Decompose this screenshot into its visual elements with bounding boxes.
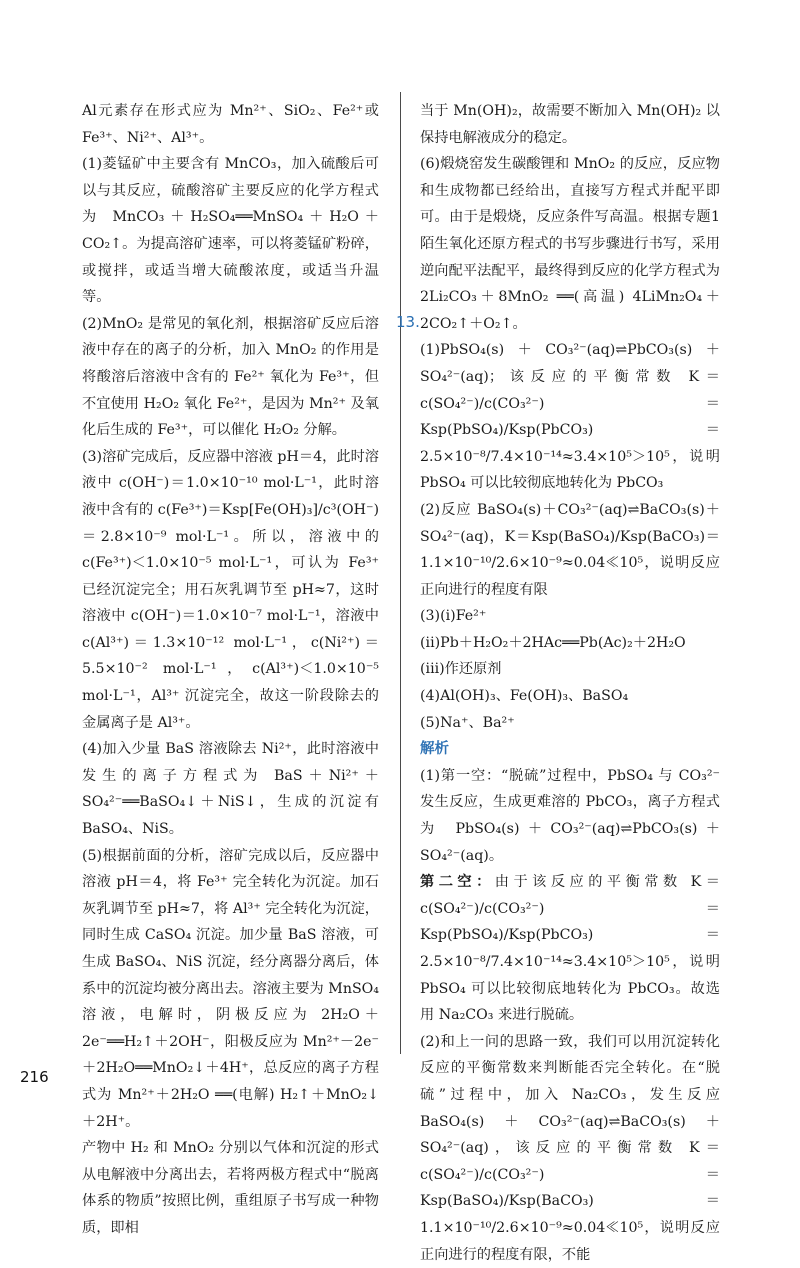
question-number: 13. xyxy=(396,313,420,331)
paragraph: 产物中 H₂ 和 MnO₂ 分别以气体和沉淀的形式从电解液中分离出去，若将两极方程式中“脱离体系的物质”按照比例，重组原子书写成一种物质，即相 xyxy=(82,1140,379,1236)
paragraph: (6)煅烧窑发生碳酸锂和 MnO₂ 的反应，反应物和生成物都已经给出，直接写方程式并配平即可。由于是煅烧，反应条件写高温。根据专题1陌生氧化还原方程式的书写步骤进行书写，采用逆向配平法配平，最终得到反应的化学方程式为 2Li₂CO₃＋8MnO₂ ══(高温) 4LiMn₂O₄＋2CO₂↑＋O₂↑。 xyxy=(420,156,720,332)
analysis-heading: 解析 xyxy=(420,741,449,758)
page-number: 216 xyxy=(20,1068,49,1086)
analysis-paragraph: (2)和上一问的思路一致，我们可以用沉淀转化反应的平衡常数来判断能否完全转化。在“脱硫”过程中，加入 Na₂CO₃，发生反应 BaSO₄(s)＋CO₃²⁻(aq)⇌BaCO₃(s)＋SO₄²⁻(aq)，该反应的平衡常数 K＝c(SO₄²⁻)/c(CO₃²⁻)＝Ksp(BaSO₄)/Ksp(BaCO₃)＝1.1×10⁻¹⁰/2.6×10⁻⁹≈0.04≪10⁵，说明反应正向进行的程度有限，不能 xyxy=(420,1033,720,1263)
answer-item: (4)Al(OH)₃、Fe(OH)₃、BaSO₄ xyxy=(420,688,629,705)
paragraph: (1)菱锰矿中主要含有 MnCO₃，加入硫酸后可以与其反应，硫酸溶矿主要反应的化学方程式为 MnCO₃＋H₂SO₄══MnSO₄＋H₂O＋CO₂↑。为提高溶矿速率，可以将菱锰矿粉碎，或搅拌，或适当增大硫酸浓度，或适当升温等。 xyxy=(82,156,379,306)
answer-item: (2)反应 BaSO₄(s)＋CO₃²⁻(aq)⇌BaCO₃(s)＋SO₄²⁻(aq)，K＝Ksp(BaSO₄)/Ksp(BaCO₃)＝1.1×10⁻¹⁰/2.6×10⁻⁹≈0.04≪10⁵，说明反应正向进行的程度有限 xyxy=(420,501,720,598)
paragraph: (4)加入少量 BaS 溶液除去 Ni²⁺，此时溶液中发生的离子方程式为 BaS＋Ni²⁺＋SO₄²⁻══BaSO₄↓＋NiS↓，生成的沉淀有 BaSO₄、NiS。 xyxy=(82,741,379,838)
column-divider xyxy=(400,92,401,1054)
paragraph: (2)MnO₂ 是常见的氧化剂，根据溶矿反应后溶液中存在的离子的分析，加入 MnO₂ 的作用是将酸溶后溶液中含有的 Fe²⁺ 氧化为 Fe³⁺，但不宜使用 H₂O₂ 氧化 Fe²⁺，是因为 Mn²⁺ 及氧化后生成的 Fe³⁺，可以催化 H₂O₂ 分解。 xyxy=(82,315,379,439)
paragraph: Al元素存在形式应为 Mn²⁺、SiO₂、Fe²⁺或 Fe³⁺、Ni²⁺、Al³⁺。 xyxy=(82,103,379,146)
answer-item: (1)PbSO₄(s)＋CO₃²⁻(aq)⇌PbCO₃(s)＋SO₄²⁻(aq)；该反应的平衡常数 K＝c(SO₄²⁻)/c(CO₃²⁻)＝Ksp(PbSO₄)/Ksp(PbCO₃)＝2.5×10⁻⁸/7.4×10⁻¹⁴≈3.4×10⁵＞10⁵，说明 PbSO₄ 可以比较彻底地转化为 PbCO₃ xyxy=(420,342,720,492)
analysis-sub-label: 第二空： xyxy=(420,874,495,891)
analysis-paragraph xyxy=(420,869,720,1029)
answer-item: (iii)作还原剂 xyxy=(420,661,502,678)
answer-item: (5)Na⁺、Ba²⁺ xyxy=(420,714,515,731)
analysis-sub-text: 由于该反应的平衡常数 K＝c(SO₄²⁻)/c(CO₃²⁻)＝Ksp(PbSO₄)/Ksp(PbCO₃)＝2.5×10⁻⁸/7.4×10⁻¹⁴≈3.4×10⁵＞10⁵，说明 PbSO₄ 可以比较彻底地转化为 PbCO₃。故选用 Na₂CO₃ 来进行脱硫。 xyxy=(420,874,720,1024)
right-column xyxy=(420,98,720,1268)
paragraph: (5)根据前面的分析，溶矿完成以后，反应器中溶液 pH＝4，将 Fe³⁺ 完全转化为沉淀。加石灰乳调节至 pH≈7，将 Al³⁺ 完全转化为沉淀，同时生成 CaSO₄ 沉淀。加少量 BaS 溶液，可生成 BaSO₄、NiS 沉淀，经分离器分离后，体系中的沉淀均被分离出去。溶液主要为 MnSO₄ 溶液，电解时，阴极反应为 2H₂O＋2e⁻══H₂↑＋2OH⁻，阳极反应为 Mn²⁺－2e⁻＋2H₂O══MnO₂↓＋4H⁺，总反应的离子方程式为 Mn²⁺＋2H₂O ══(电解) H₂↑＋MnO₂↓＋2H⁺。 xyxy=(82,847,379,1130)
answer-item: (3)(i)Fe²⁺ xyxy=(420,608,487,625)
analysis-paragraph: (1)第一空：“脱硫”过程中，PbSO₄ 与 CO₃²⁻ 发生反应，生成更难溶的 PbCO₃，离子方程式为 PbSO₄(s)＋CO₃²⁻(aq)⇌PbCO₃(s)＋SO₄²⁻(aq)。 xyxy=(420,767,720,864)
answer-item: (ii)Pb＋H₂O₂＋2HAc══Pb(Ac)₂＋2H₂O xyxy=(420,634,686,651)
paragraph: (3)溶矿完成后，反应器中溶液 pH＝4，此时溶液中 c(OH⁻)＝1.0×10⁻¹⁰ mol·L⁻¹，此时溶液中含有的 c(Fe³⁺)＝Ksp[Fe(OH)₃]/c³(OH⁻)＝2.8×10⁻⁹ mol·L⁻¹。所以，溶液中的 c(Fe³⁺)＜1.0×10⁻⁵ mol·L⁻¹，可认为 Fe³⁺ 已经沉淀完全；用石灰乳调节至 pH≈7，这时溶液中 c(OH⁻)＝1.0×10⁻⁷ mol·L⁻¹，溶液中 c(Al³⁺)＝1.3×10⁻¹² mol·L⁻¹，c(Ni²⁺)＝5.5×10⁻² mol·L⁻¹，c(Al³⁺)＜1.0×10⁻⁵ mol·L⁻¹，Al³⁺ 沉淀完全，故这一阶段除去的金属离子是 Al³⁺。 xyxy=(82,448,379,731)
left-column xyxy=(82,98,379,1242)
paragraph: 当于 Mn(OH)₂，故需要不断加入 Mn(OH)₂ 以保持电解液成分的稳定。 xyxy=(420,103,720,146)
